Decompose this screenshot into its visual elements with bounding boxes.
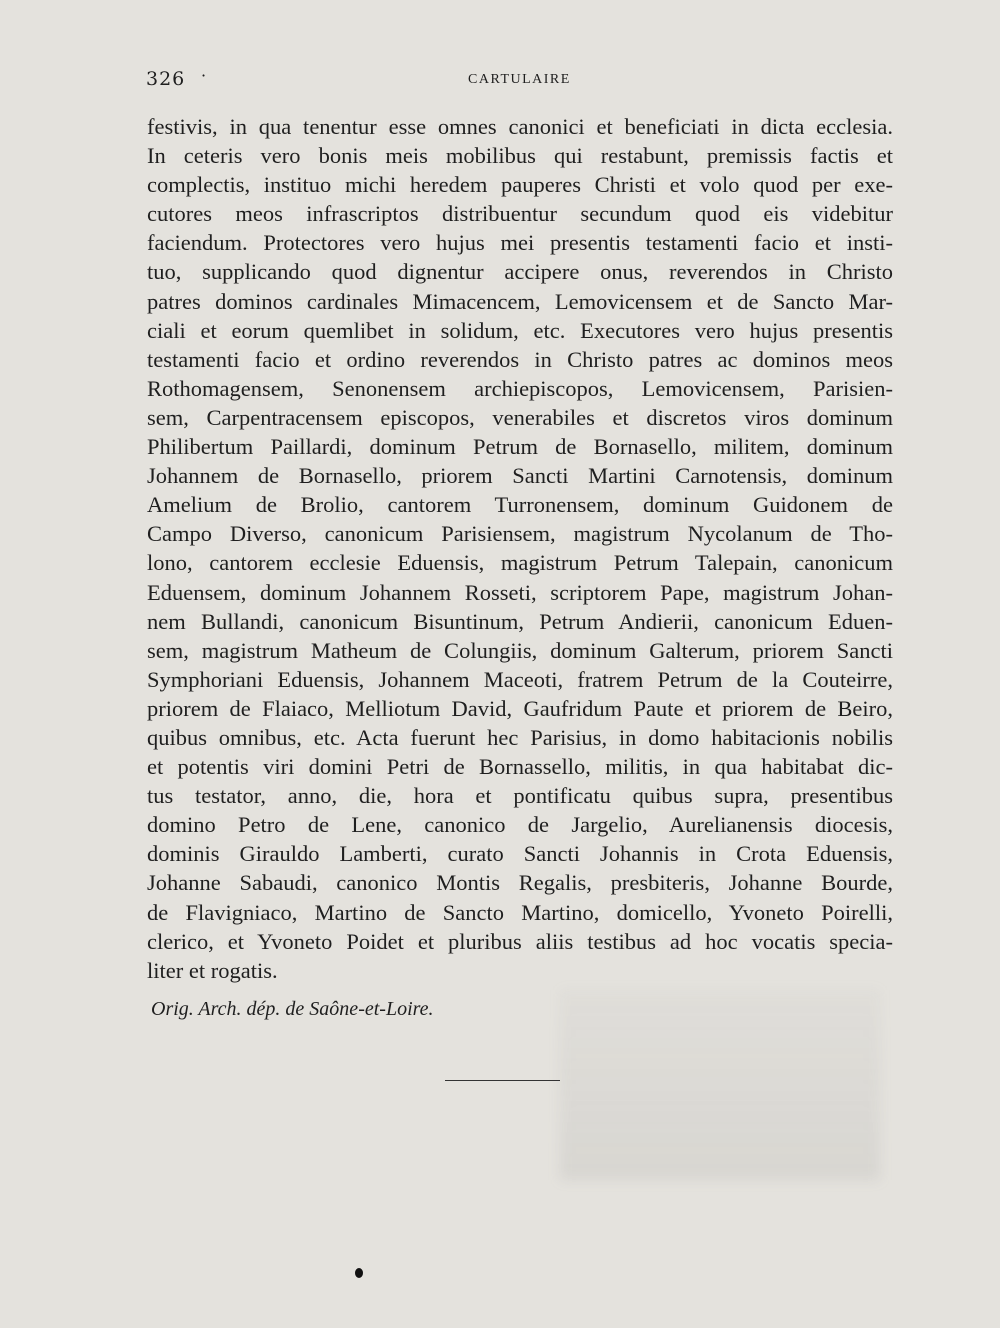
text-line: Johanne Sabaudi, canonico Montis Regalis, presbiteris, Johanne Bourde, bbox=[147, 870, 893, 896]
text-line: cutores meos infrascriptos distribuentur secundum quod eis videbitur bbox=[147, 201, 893, 227]
text-line: sem, magistrum Matheum de Colungiis, dominum Galterum, priorem Sancti bbox=[147, 637, 893, 663]
text-line: liter et rogatis. bbox=[147, 957, 278, 983]
running-header bbox=[146, 68, 896, 92]
text-line: de Flavigniaco, Martino de Sancto Martino, domicello, Yvoneto Poirelli, bbox=[147, 899, 893, 925]
header-mark: · bbox=[201, 66, 207, 85]
page-number: 326 bbox=[146, 68, 186, 90]
text-line: testamenti facio et ordino reverendos in Christo patres ac dominos meos bbox=[147, 346, 893, 372]
text-line: clerico, et Yvoneto Poidet et pluribus aliis testibus ad hoc vocatis specia- bbox=[147, 928, 893, 954]
text-line: In ceteris vero bonis meis mobilibus qui restabunt, premissis factis et bbox=[147, 143, 893, 169]
text-line: Eduensem, dominum Johannem Rosseti, scriptorem Pape, magistrum Johan- bbox=[147, 579, 893, 605]
source-note: Orig. Arch. dép. de Saône-et-Loire. bbox=[151, 998, 434, 1020]
show-through-shadow bbox=[560, 990, 880, 1180]
text-line: Rothomagensem, Senonensem archiepiscopos, Lemovicensem, Parisien- bbox=[147, 375, 893, 401]
text-line: domino Petro de Lene, canonico de Jargelio, Aurelianensis diocesis, bbox=[147, 812, 893, 838]
text-line: lono, cantorem ecclesie Eduensis, magistrum Petrum Talepain, canonicum bbox=[147, 550, 893, 576]
text-line: Johannem de Bornasello, priorem Sancti Martini Carnotensis, dominum bbox=[147, 463, 893, 489]
running-title: CARTULAIRE bbox=[468, 72, 571, 87]
text-line: tus testator, anno, die, hora et pontificatu quibus supra, presentibus bbox=[147, 783, 893, 809]
text-line: faciendum. Protectores vero hujus mei presentis testamenti facio et insti- bbox=[147, 230, 893, 256]
text-line: Amelium de Brolio, cantorem Turronensem, dominum Guidonem de bbox=[147, 492, 893, 518]
body-text bbox=[147, 112, 893, 985]
text-line: tuo, supplicando quod dignentur accipere onus, reverendos in Christo bbox=[147, 259, 893, 285]
text-line: et potentis viri domini Petri de Bornassello, militis, in qua habitabat dic- bbox=[147, 754, 893, 780]
section-divider bbox=[445, 1080, 560, 1081]
text-line: quibus omnibus, etc. Acta fuerunt hec Parisius, in domo habitacionis nobilis bbox=[147, 724, 893, 750]
text-line: nem Bullandi, canonicum Bisuntinum, Petrum Andierii, canonicum Eduen- bbox=[147, 608, 893, 634]
ink-spot bbox=[355, 1268, 363, 1278]
text-line: patres dominos cardinales Mimacencem, Lemovicensem et de Sancto Mar- bbox=[147, 288, 893, 314]
text-line: dominis Girauldo Lamberti, curato Sancti Johannis in Crota Eduensis, bbox=[147, 841, 893, 867]
text-line: priorem de Flaiaco, Melliotum David, Gaufridum Paute et priorem de Beiro, bbox=[147, 695, 893, 721]
text-line: sem, Carpentracensem episcopos, venerabiles et discretos viros dominum bbox=[147, 404, 893, 430]
text-line: Philibertum Paillardi, dominum Petrum de Bornasello, militem, dominum bbox=[147, 434, 893, 460]
text-line: Campo Diverso, canonicum Parisiensem, magistrum Nycolanum de Tho- bbox=[147, 521, 893, 547]
text-line: festivis, in qua tenentur esse omnes canonici et beneficiati in dicta ecclesia. bbox=[147, 114, 893, 139]
text-line: complectis, instituo michi heredem pauperes Christi et volo quod per exe- bbox=[147, 172, 893, 198]
text-line: Symphoriani Eduensis, Johannem Maceoti, fratrem Petrum de la Couteirre, bbox=[147, 666, 893, 692]
text-line: ciali et eorum quemlibet in solidum, etc. Executores vero hujus presentis bbox=[147, 317, 893, 343]
